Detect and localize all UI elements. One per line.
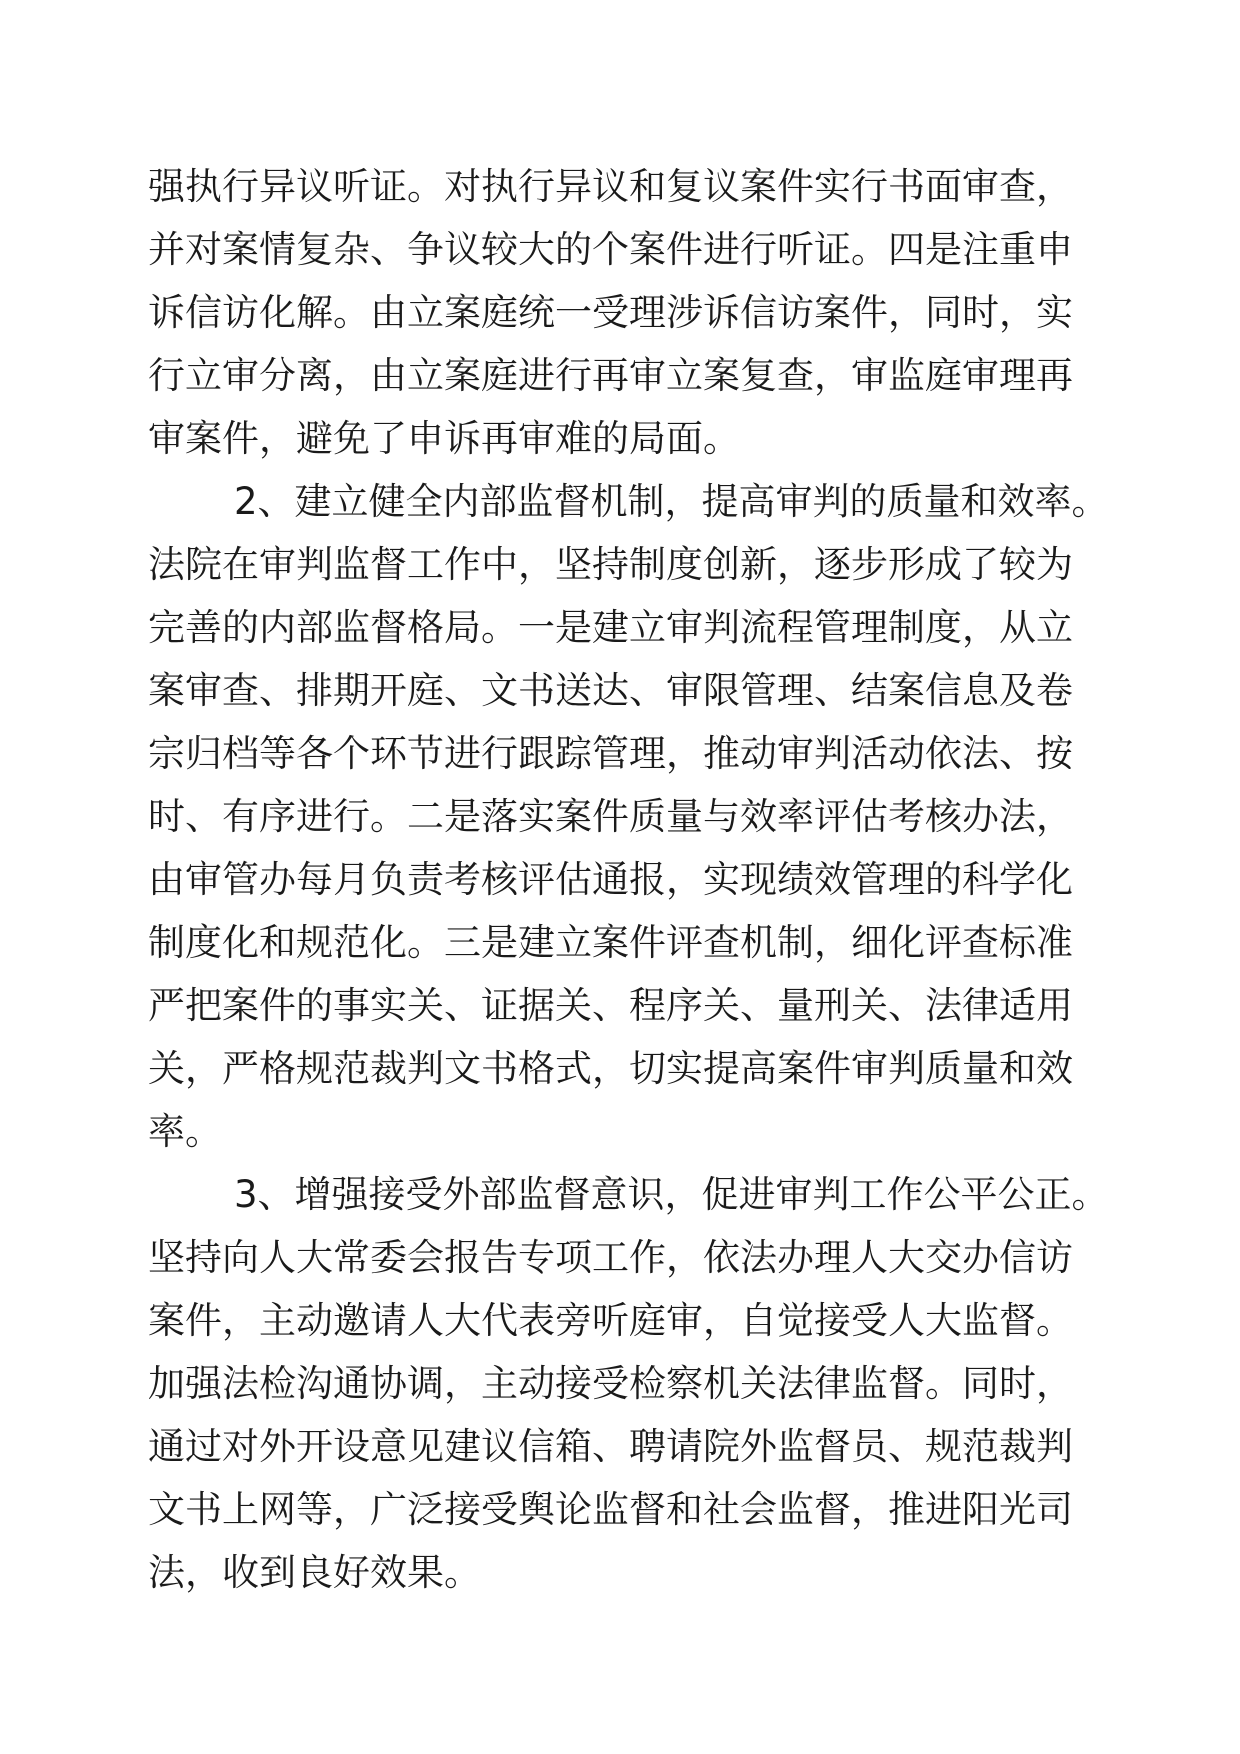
text-line: 宗归档等各个环节进行跟踪管理，推动审判活动依法、按 — [148, 732, 1073, 775]
text-line: 法院在审判监督工作中，坚持制度创新，逐步形成了较为 — [148, 543, 1073, 586]
text-line: 率。 — [148, 1110, 222, 1153]
text-line: 行立审分离，由立案庭进行再审立案复查，审监庭审理再 — [148, 354, 1073, 397]
text-line: 制度化和规范化。三是建立案件评查机制，细化评查标准 — [148, 921, 1073, 964]
text-line: 通过对外开设意见建议信箱、聘请院外监督员、规范裁判 — [148, 1425, 1073, 1468]
text-line: 强执行异议听证。对执行异议和复议案件实行书面审查， — [148, 165, 1073, 208]
text-line: 诉信访化解。由立案庭统一受理涉诉信访案件，同时，实 — [148, 291, 1073, 334]
text-line: 法，收到良好效果。 — [148, 1551, 481, 1594]
text-line: 加强法检沟通协调，主动接受检察机关法律监督。同时， — [148, 1362, 1073, 1405]
section-heading-line: 3、增强接受外部监督意识，促进审判工作公平公正。 — [234, 1173, 1109, 1216]
text-line: 文书上网等，广泛接受舆论监督和社会监督，推进阳光司 — [148, 1488, 1073, 1531]
text-line: 案审查、排期开庭、文书送达、审限管理、结案信息及卷 — [148, 669, 1073, 712]
text-line: 坚持向人大常委会报告专项工作，依法办理人大交办信访 — [148, 1236, 1073, 1279]
text-line: 关，严格规范裁判文书格式，切实提高案件审判质量和效 — [148, 1047, 1073, 1090]
text-line: 案件，主动邀请人大代表旁听庭审，自觉接受人大监督。 — [148, 1299, 1073, 1342]
text-line: 严把案件的事实关、证据关、程序关、量刑关、法律适用 — [148, 984, 1073, 1027]
text-line: 完善的内部监督格局。一是建立审判流程管理制度，从立 — [148, 606, 1073, 649]
body-text — [148, 155, 1109, 1604]
text-line: 并对案情复杂、争议较大的个案件进行听证。四是注重申 — [148, 228, 1073, 271]
text-line: 时、有序进行。二是落实案件质量与效率评估考核办法， — [148, 795, 1073, 838]
section-heading-line: 2、建立健全内部监督机制，提高审判的质量和效率。 — [234, 480, 1109, 523]
text-line: 审案件，避免了申诉再审难的局面。 — [148, 417, 740, 460]
text-line: 由审管办每月负责考核评估通报，实现绩效管理的科学化 — [148, 858, 1073, 901]
